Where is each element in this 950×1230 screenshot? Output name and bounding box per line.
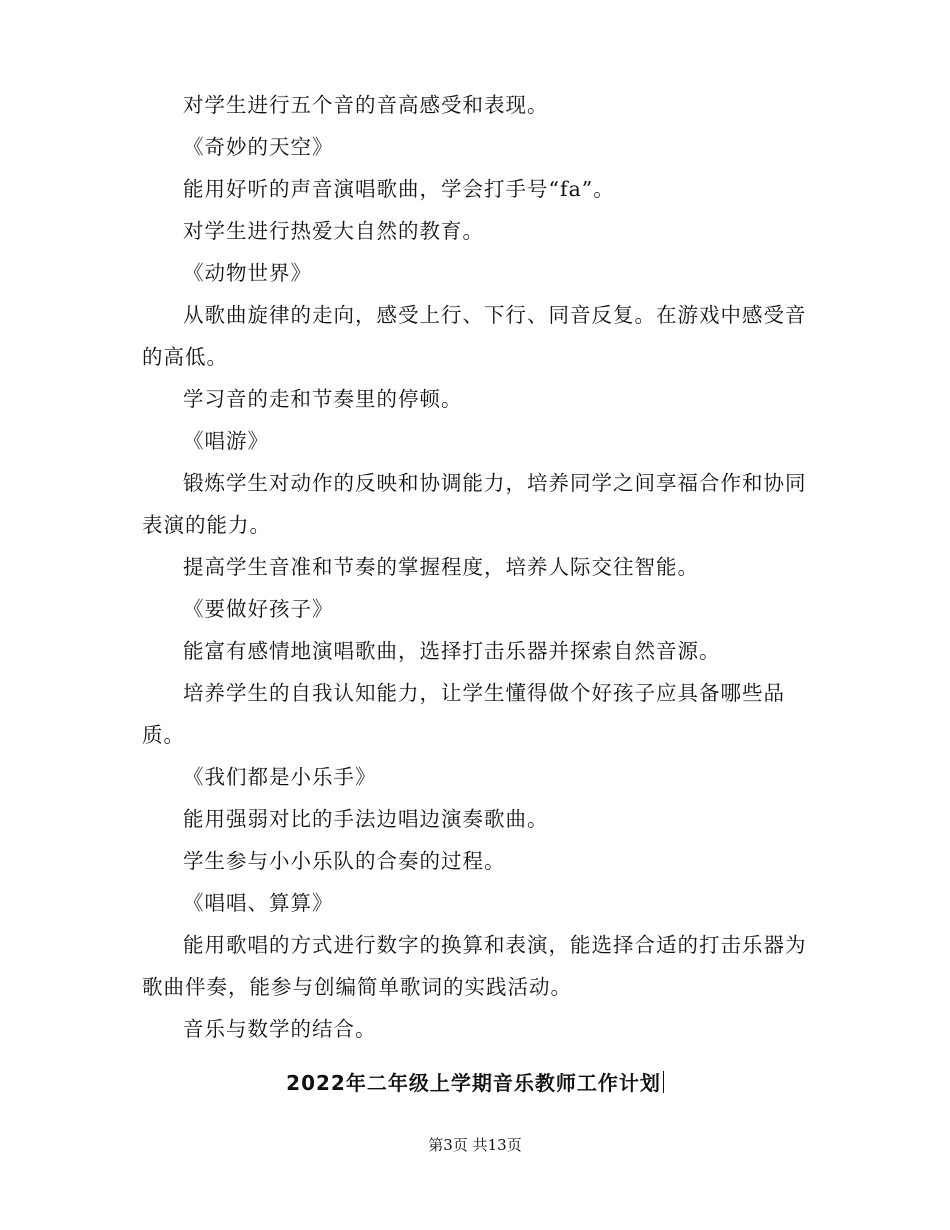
paragraph: 音乐与数学的结合。 — [183, 1017, 377, 1041]
document-title — [0, 1068, 950, 1098]
page-footer: 第3页 共13页 — [428, 1136, 522, 1154]
paragraph: 能用好听的声音演唱歌曲，学会打手号“fa”。 — [183, 177, 615, 201]
paragraph: 《要做好孩子》 — [183, 597, 334, 621]
paragraph: 提高学生音准和节奏的掌握程度，培养人际交往智能。 — [183, 555, 699, 579]
paragraph: 《唱唱、算算》 — [183, 891, 334, 915]
paragraph: 从歌曲旋律的走向，感受上行、下行、同音反复。在游戏中感受音的高低。 — [142, 303, 807, 369]
paragraph: 培养学生的自我认知能力，让学生懂得做个好孩子应具备哪些品质。 — [142, 681, 785, 747]
body-text — [142, 84, 810, 1050]
paragraph: 学生参与小小乐队的合奏的过程。 — [183, 849, 506, 873]
paragraph: 《我们都是小乐手》 — [183, 765, 377, 789]
paragraph: 锻炼学生对动作的反映和协调能力，培养同学之间享福合作和协同表演的能力。 — [142, 471, 807, 537]
paragraph: 对学生进行五个音的音高感受和表现。 — [183, 93, 549, 117]
paragraph: 对学生进行热爱大自然的教育。 — [183, 219, 484, 243]
paragraph: 《动物世界》 — [183, 261, 312, 285]
document-title-text: 2022年二年级上学期音乐教师工作计划 — [286, 1071, 661, 1095]
paragraph: 学习音的走和节奏里的停顿。 — [183, 387, 463, 411]
paragraph: 能用强弱对比的手法边唱边演奏歌曲。 — [183, 807, 549, 831]
paragraph: 《奇妙的天空》 — [183, 135, 334, 159]
paragraph: 能富有感情地演唱歌曲，选择打击乐器并探索自然音源。 — [183, 639, 721, 663]
text-cursor — [663, 1071, 664, 1093]
paragraph: 《唱游》 — [183, 429, 269, 453]
paragraph: 能用歌唱的方式进行数字的换算和表演，能选择合适的打击乐器为歌曲伴奏，能参与创编简单歌词的实践活动。 — [142, 933, 807, 999]
